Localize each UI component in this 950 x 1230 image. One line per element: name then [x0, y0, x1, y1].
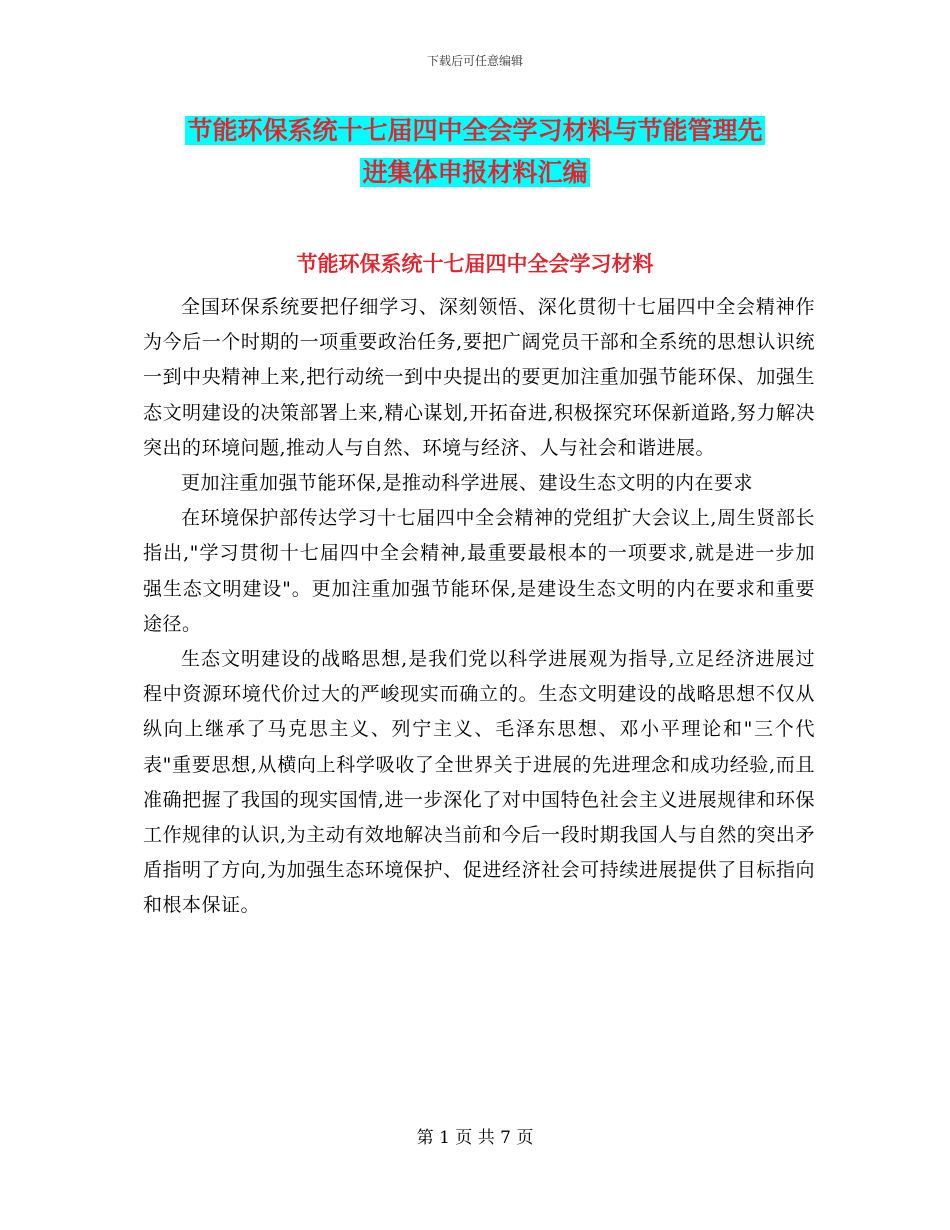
document-title-line-1: 节能环保系统十七届四中全会学习材料与节能管理先	[187, 116, 763, 145]
header-note: 下载后可任意编辑	[426, 54, 523, 68]
page-number: 第 1 页 共 7 页	[416, 1128, 534, 1148]
section-title: 节能环保系统十七届四中全会学习材料	[296, 251, 654, 276]
document-title-line-2: 进集体申报材料汇编	[362, 158, 588, 187]
body-paragraph: 全国环保系统要把仔细学习、深刻领悟、深化贯彻十七届四中全会精神作为今后一个时期的一项重要政治任务,要把广阔党员干部和全系统的思想认识统一到中央精神上来,把行动统一到中央提出的要更加注重加强节能环保、加强生态文明建设的决策部署上来,精心谋划,开拓奋进,积极探究环保新道路,努力解决突出的环境问题,推动人与自然、环境与经济、人与社会和谐进展。	[143, 296, 815, 459]
body-paragraph: 更加注重加强节能环保,是推动科学进展、建设生态文明的内在要求	[181, 472, 754, 495]
body-paragraph: 生态文明建设的战略思想,是我们党以科学进展观为指导,立足经济进展过程中资源环境代价过大的严峻现实而确立的。生态文明建设的战略思想不仅从纵向上继承了马克思主义、列宁主义、毛泽东思想、邓小平理论和"三个代表"重要思想,从横向上科学吸收了全世界关于进展的先进理念和成功经验,而且准确把握了我国的现实国情,进一步深化了对中国特色社会主义进展规律和环保工作规律的认识,为主动有效地解决当前和今后一段时期我国人与自然的突出矛盾指明了方向,为加强生态环境保护、促进经济社会可持续进展提供了目标指向和根本保证。	[143, 648, 815, 917]
document-title	[0, 110, 950, 194]
body-paragraph: 在环境保护部传达学习十七届四中全会精神的党组扩大会议上,周生贤部长指出,"学习贯彻十七届四中全会精神,最重要最根本的一项要求,就是进一步加强生态文明建设"。更加注重加强节能环保,是建设生态文明的内在要求和重要途径。	[143, 507, 815, 635]
document-body	[143, 290, 815, 924]
